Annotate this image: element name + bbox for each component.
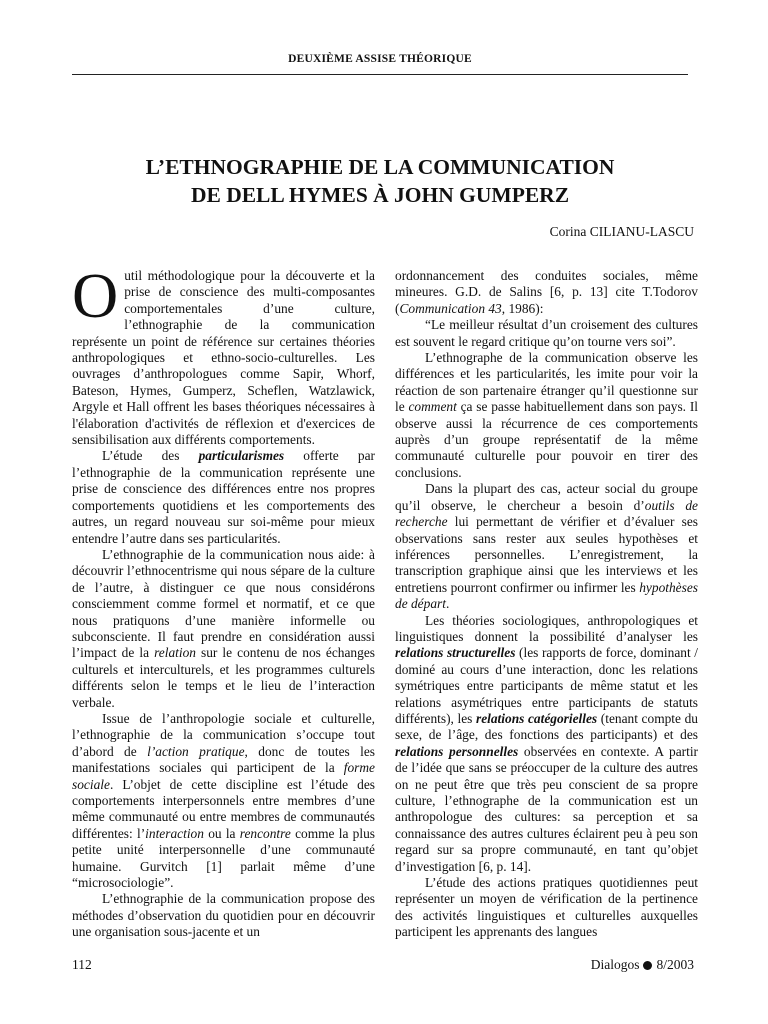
paragraph: [395, 481, 698, 612]
italic-term: Communication 43: [399, 300, 502, 316]
title-line-1: L’ETHNOGRAPHIE DE LA COMMUNICATION: [145, 155, 615, 179]
text-run: L’étude des: [102, 448, 199, 464]
paragraph: [72, 448, 375, 546]
italic-term: rencontre: [239, 825, 291, 841]
paragraph: [395, 268, 698, 317]
emphasis-term: relations structurelles: [395, 645, 516, 661]
emphasis-term: relations catégorielles: [475, 710, 598, 726]
text-run: Issue de l’anthropologie sociale et culturelle, l’ethnographie de la communication s’occupe tout d’abord de: [72, 710, 375, 759]
text-run: offerte par l’ethnographie de la communication représente une prise de conscience des différences entre nos propres comportements quotidiens et les comportements des autres, un regard nouveau sur soi-même pour mieux entendre l’autre dans ses particularités.: [72, 448, 375, 546]
text-run: L’ethnographie de la communication nous aide: à découvrir l’ethnocentrisme qui nous sépare de la culture de l’autre, à distinguer ce que nous considérons consciemment comme formel et normatif, et ce que nous pratiquons d’une manière informelle ou subconsciente. Il faut prendre en considération aussi l’impact de la: [72, 546, 375, 661]
author-name: Corina CILIANU-LASCU: [549, 224, 694, 239]
text-run: ordonnancement des conduites sociales, même mineures. G.D. de Salins [6, p. 13] cite T.Todorov (: [395, 268, 698, 316]
italic-term: comment: [408, 399, 457, 415]
text-run: ou la: [203, 825, 240, 841]
text-run: . L’objet de cette discipline est l’étude des comportements interpersonnels entre membres d’une même communauté ou entre membres de communautés différentes: l’: [72, 776, 375, 841]
text-run: .: [445, 596, 450, 612]
emphasis-term: particularismes: [198, 448, 285, 464]
drop-cap: O: [72, 260, 119, 331]
text-run: ça se passe habituellement dans son pays. Il observe aussi la récurrence de ces comportements auprès d’un groupe représentatif de la même communauté culturelle pour pouvoir en tirer des conclusions.: [395, 399, 699, 480]
paragraph: [72, 547, 375, 711]
italic-term: forme sociale: [72, 760, 375, 792]
text-run: (tenant compte du sexe, de l’âge, des fonctions des participants) et des: [395, 710, 698, 743]
quotation: “Le meilleur résultat d’un croisement des cultures est souvent le regard critique qu’on tourne vers soi”.: [395, 317, 698, 349]
text-run: Les théories sociologiques, anthropologiques et linguistiques donnent la possibilité d’analyser les: [395, 612, 698, 644]
text-run: observées en contexte. A partir de l’idée que sans se préoccuper de la culture des autres on ne peut être que très peu conscient de sa propre culture, l’ethnographe de la communication est un anthropologue des cultures: sa perception et sa connaissance des autres cultures éclairent peu à peu son regard sur sa propre communauté, en tant qu’objet d’investigation [6, p. 14].: [395, 743, 698, 874]
paragraph: [395, 613, 698, 876]
running-header: DEUXIÈME ASSISE THÉORIQUE: [288, 53, 472, 65]
emphasis-term: relations personnelles: [395, 743, 519, 759]
text-run: lui permettant de vérifier et d’évaluer ses observations sans rester aux seules hypothèses et inférences personnelles. L’enregistrement, la transcription graphique ainsi que les interviews et les entretiens pourront confirmer ou infirmer les: [395, 514, 698, 595]
right-column: [395, 268, 698, 941]
header-rule: [72, 74, 688, 75]
italic-term: hypothèses de départ: [395, 579, 698, 612]
page-number: 112: [72, 957, 92, 972]
paragraph: [72, 260, 375, 448]
article-title: [72, 153, 688, 209]
text-run: , 1986):: [501, 300, 544, 316]
italic-term: relation: [154, 645, 196, 661]
left-column: [72, 260, 376, 941]
journal-name: Dialogos: [590, 957, 640, 972]
paragraph: L’ethnographie de la communication propose des méthodes d’observation du quotidien pour en découvrir une organisation sous-jacente et un: [72, 891, 375, 940]
italic-term: l’action pratique: [147, 743, 245, 759]
journal-issue: 8/2003: [656, 957, 694, 972]
paragraph-text: util méthodologique pour la découverte et la prise de conscience des multi-composantes comportementales d’une culture, l’ethnographie de la communication représente un point de référence sur certaines théories anthropologiques et ethno-socio-culturelles. Les ouvrages d’anthropologues comme Sapir, Whorf, Bateson, Hymes, Gumperz, Scheflen, Watzlawick, Argyle et Hall offrent les bases théoriques nécessaires à l'élaboration d'activités de réflexion et d'exercices de sensibilisation aux différents comportements.: [72, 268, 375, 448]
text-run: L’ethnographe de la communication observe les différences et les particularités, les imite pour voir la réaction de son partenaire étranger qu’il questionne sur le: [395, 350, 698, 415]
italic-term: interaction: [145, 825, 204, 841]
journal-footer: [591, 957, 694, 973]
text-run: , donc de toutes les manifestations sociales qui participent de la: [72, 743, 376, 776]
text-run: sur le contenu de nos échanges culturels et interculturels, et les programmes culturels différents selon le temps et le lieu de l’interaction verbale.: [72, 645, 375, 710]
title-line-2: DE DELL HYMES À JOHN GUMPERZ: [190, 183, 570, 207]
bullet-dot-icon: [643, 961, 652, 970]
paragraph: [72, 711, 375, 891]
text-run: Dans la plupart des cas, acteur social du groupe qu’il observe, le chercheur a besoin d’: [395, 481, 698, 513]
paragraph: [395, 350, 698, 481]
text-run: comme la plus petite unité interpersonnelle d’une communauté humaine. Gurvitch [1] parlait même d’une “microsociologie”.: [72, 825, 375, 891]
text-run: (les rapports de force, dominant / dominé au cours d’une interaction, donc les relations symétriques entre participants de même statut et les relations asymétriques entre participants de statuts différents), les: [395, 645, 698, 726]
italic-term: outils de recherche: [395, 497, 698, 530]
paragraph: L’étude des actions pratiques quotidiennes peut représenter un moyen de vérification de la pertinence des activités linguistiques et culturelles auxquelles participent les apprenants des langues: [395, 875, 698, 940]
